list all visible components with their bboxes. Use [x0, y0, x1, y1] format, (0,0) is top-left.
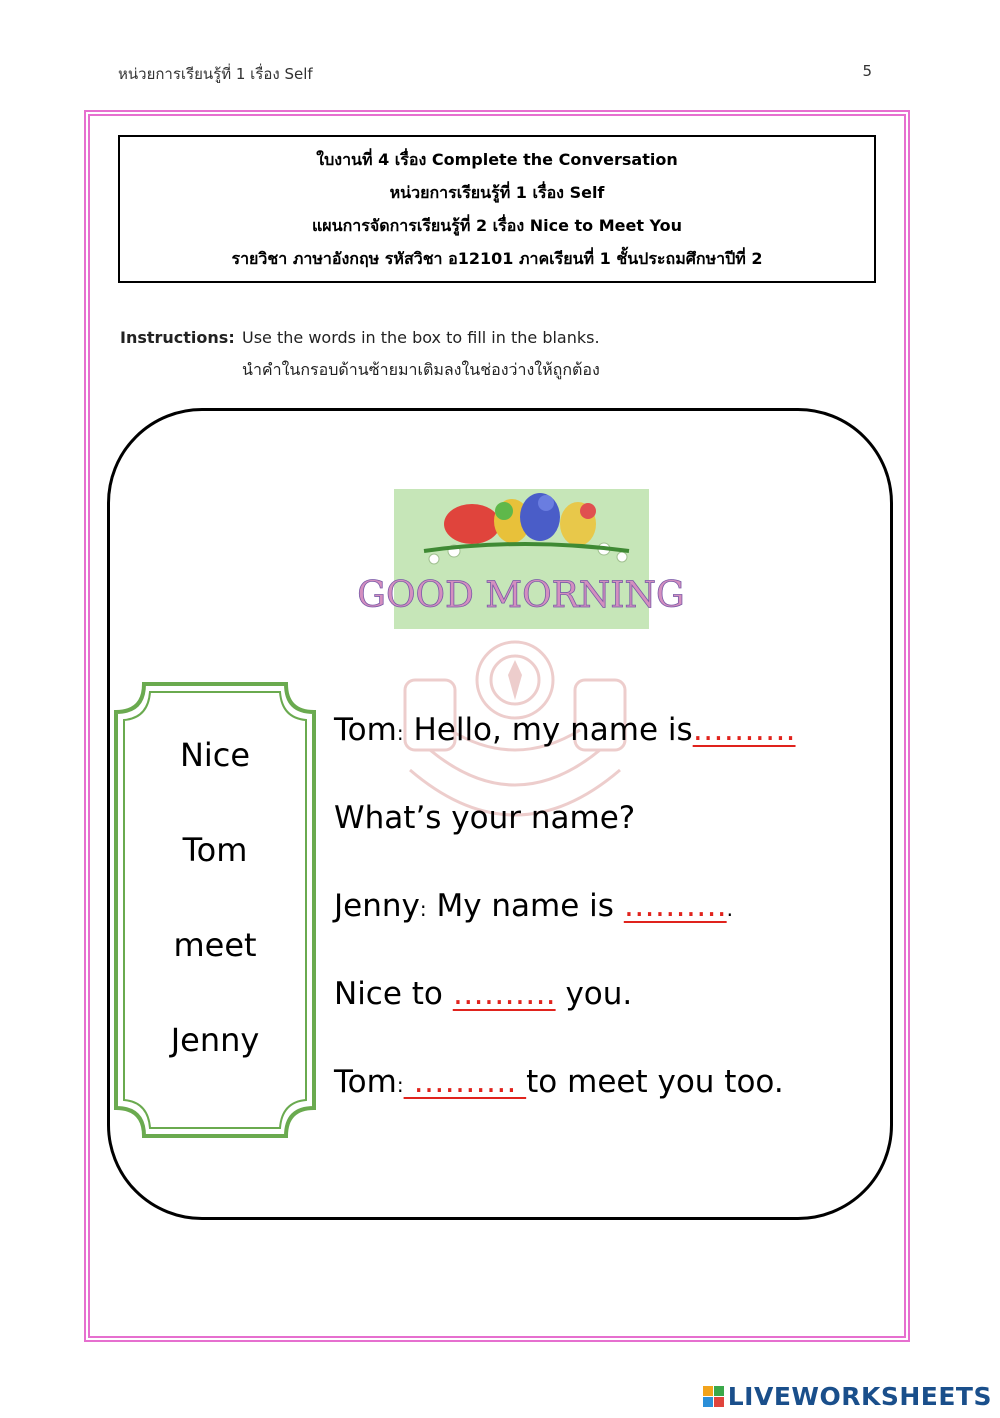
good-morning-text: GOOD MORNING — [357, 575, 685, 616]
unit-title: หน่วยการเรียนรู้ที่ 1 เรื่อง Self — [389, 183, 605, 202]
instructions-thai: นำคำในกรอบด้านซ้ายมาเติมลงในช่องว่างให้ถูกต้อง — [242, 360, 600, 379]
liveworksheets-brand[interactable] — [703, 1382, 992, 1411]
worksheet-title: ใบงานที่ 4 เรื่อง Complete the Conversation — [316, 150, 678, 169]
line-5-end: to meet you too. — [526, 1064, 784, 1100]
conversation — [334, 700, 874, 1140]
conversation-line-1: Tom: Hello, my name is………. — [334, 712, 796, 748]
line-4-text: Nice to — [334, 976, 453, 1012]
line-2-text: What’s your name? — [334, 800, 636, 836]
word-meet: meet — [173, 926, 257, 964]
speaker-tom: Tom — [334, 712, 397, 748]
line-4-end: you. — [555, 976, 633, 1012]
instructions-label: Instructions: — [120, 328, 235, 347]
course-info: รายวิชา ภาษาอังกฤษ รหัสวิชา อ12101 ภาคเรียนที่ 1 ชั้นประถมศึกษาปีที่ 2 — [231, 249, 763, 268]
good-morning-image — [357, 489, 685, 629]
blank-4[interactable]: ………. — [403, 1064, 527, 1100]
running-header — [118, 62, 872, 86]
running-header-title: หน่วยการเรียนรู้ที่ 1 เรื่อง Self — [118, 65, 313, 83]
word-jenny: Jenny — [170, 1021, 260, 1059]
conversation-line-2 — [334, 788, 874, 876]
word-bank — [114, 682, 316, 1138]
instructions — [120, 322, 600, 386]
blank-3[interactable]: ………. — [452, 976, 556, 1012]
worksheet-title-box — [118, 135, 876, 283]
word-tom: Tom — [182, 831, 248, 869]
conversation-line-4 — [334, 964, 874, 1052]
word-nice: Nice — [179, 736, 251, 774]
liveworksheets-logo-icon — [703, 1386, 724, 1407]
blank-1[interactable]: ………. — [692, 712, 796, 748]
instructions-english: Use the words in the box to fill in the blanks. — [242, 328, 600, 347]
brand-name: LIVEWORKSHEETS — [727, 1382, 992, 1411]
line-1-text: Hello, my name is — [403, 712, 693, 748]
conversation-line-3: Jenny: My name is ……….. — [334, 888, 734, 924]
conversation-line-5: Tom: ………. to meet you too. — [334, 1064, 784, 1100]
line-3-end: . — [726, 897, 734, 921]
speaker-jenny: Jenny — [334, 888, 420, 924]
blank-2[interactable]: ………. — [623, 888, 727, 924]
lesson-plan-title: แผนการจัดการเรียนรู้ที่ 2 เรื่อง Nice to Meet You — [311, 216, 683, 235]
speaker-tom-2: Tom — [334, 1064, 397, 1100]
page-number: 5 — [862, 62, 872, 80]
line-3-text: My name is — [426, 888, 624, 924]
